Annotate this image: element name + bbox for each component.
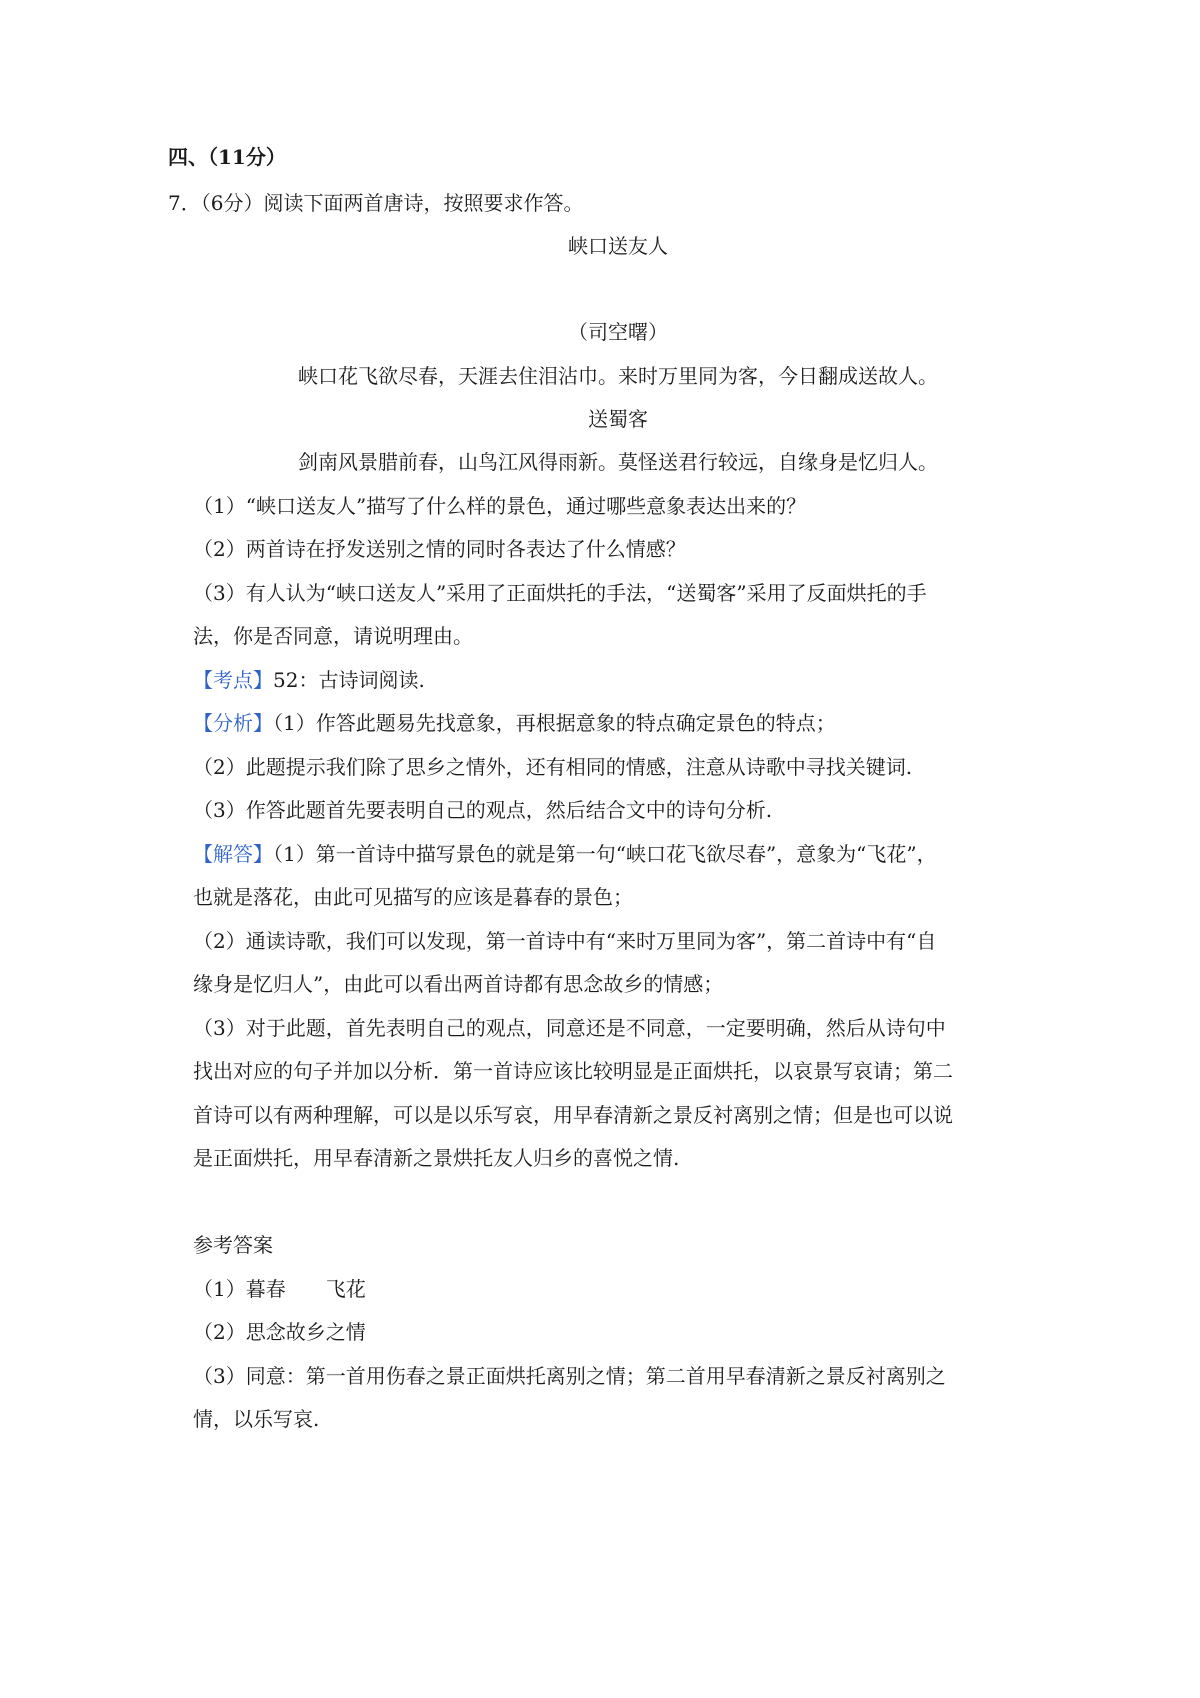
jieda-p1-line2: 也就是落花，由此可见描写的应该是暮春的景色； xyxy=(193,885,633,909)
section-heading: 四、（11分） xyxy=(168,145,286,169)
jieda-p3-line2: 找出对应的句子并加以分析．第一首诗应该比较明显是正面烘托，以哀景写哀请；第二 xyxy=(193,1059,953,1083)
answer-2: （2）思念故乡之情 xyxy=(193,1320,366,1344)
jieda-row xyxy=(193,840,937,868)
sub-question-3-line2: 法，你是否同意，请说明理由。 xyxy=(193,624,473,648)
fenxi-row xyxy=(193,709,836,737)
jieda-p2-line2: 缘身是忆归人”，由此可以看出两首诗都有思念故乡的情感； xyxy=(193,972,724,996)
answer-1: （1）暮春 飞花 xyxy=(193,1277,366,1301)
jieda-tag: 【解答】 xyxy=(193,842,273,866)
answer-3-line2: 情，以乐写哀. xyxy=(193,1407,320,1431)
answer-3-line1: （3）同意：第一首用伤春之景正面烘托离别之情；第二首用早春清新之景反衬离别之 xyxy=(193,1364,946,1388)
question-intro: 7．（6分）阅读下面两首唐诗，按照要求作答。 xyxy=(168,191,584,215)
sub-question-1: （1）“峡口送友人”描写了什么样的景色，通过哪些意象表达出来的？ xyxy=(193,494,807,518)
jieda-p1-line1: （1）第一首诗中描写景色的就是第一句“峡口花飞欲尽春”，意象为“飞花”， xyxy=(273,842,937,866)
fenxi-line3: （3）作答此题首先要表明自己的观点，然后结合文中的诗句分析. xyxy=(193,798,773,822)
poem2-title: 送蜀客 xyxy=(588,407,648,431)
fenxi-line1: （1）作答此题易先找意象，再根据意象的特点确定景色的特点； xyxy=(273,711,836,735)
sub-question-2: （2）两首诗在抒发送别之情的同时各表达了什么情感？ xyxy=(193,537,686,561)
jieda-p2-line1: （2）通读诗歌，我们可以发现，第一首诗中有“来时万里同为客”，第二首诗中有“自 xyxy=(193,929,937,953)
kaodian-tag: 【考点】 xyxy=(193,668,273,692)
poem1-author: （司空曙） xyxy=(568,320,668,344)
poem2-text: 剑南风景腊前春，山鸟江风得雨新。莫怪送君行较远，自缘身是忆归人。 xyxy=(298,450,938,474)
kaodian-text: 52：古诗词阅读. xyxy=(273,668,425,692)
jieda-p3-line3: 首诗可以有两种理解，可以是以乐写哀，用早春清新之景反衬离别之情；但是也可以说 xyxy=(193,1103,953,1127)
fenxi-line2: （2）此题提示我们除了思乡之情外，还有相同的情感，注意从诗歌中寻找关键词. xyxy=(193,755,913,779)
poem1-title: 峡口送友人 xyxy=(568,234,668,258)
fenxi-tag: 【分析】 xyxy=(193,711,273,735)
jieda-p3-line1: （3）对于此题，首先表明自己的观点，同意还是不同意，一定要明确，然后从诗句中 xyxy=(193,1016,946,1040)
sub-question-3-line1: （3）有人认为“峡口送友人”采用了正面烘托的手法，“送蜀客”采用了反面烘托的手 xyxy=(193,581,927,605)
poem1-text: 峡口花飞欲尽春，天涯去住泪沾巾。来时万里同为客，今日翻成送故人。 xyxy=(298,364,938,388)
jieda-p3-line4: 是正面烘托，用早春清新之景烘托友人归乡的喜悦之情. xyxy=(193,1146,680,1170)
answer-heading: 参考答案 xyxy=(193,1233,273,1257)
kaodian-row xyxy=(193,666,425,694)
